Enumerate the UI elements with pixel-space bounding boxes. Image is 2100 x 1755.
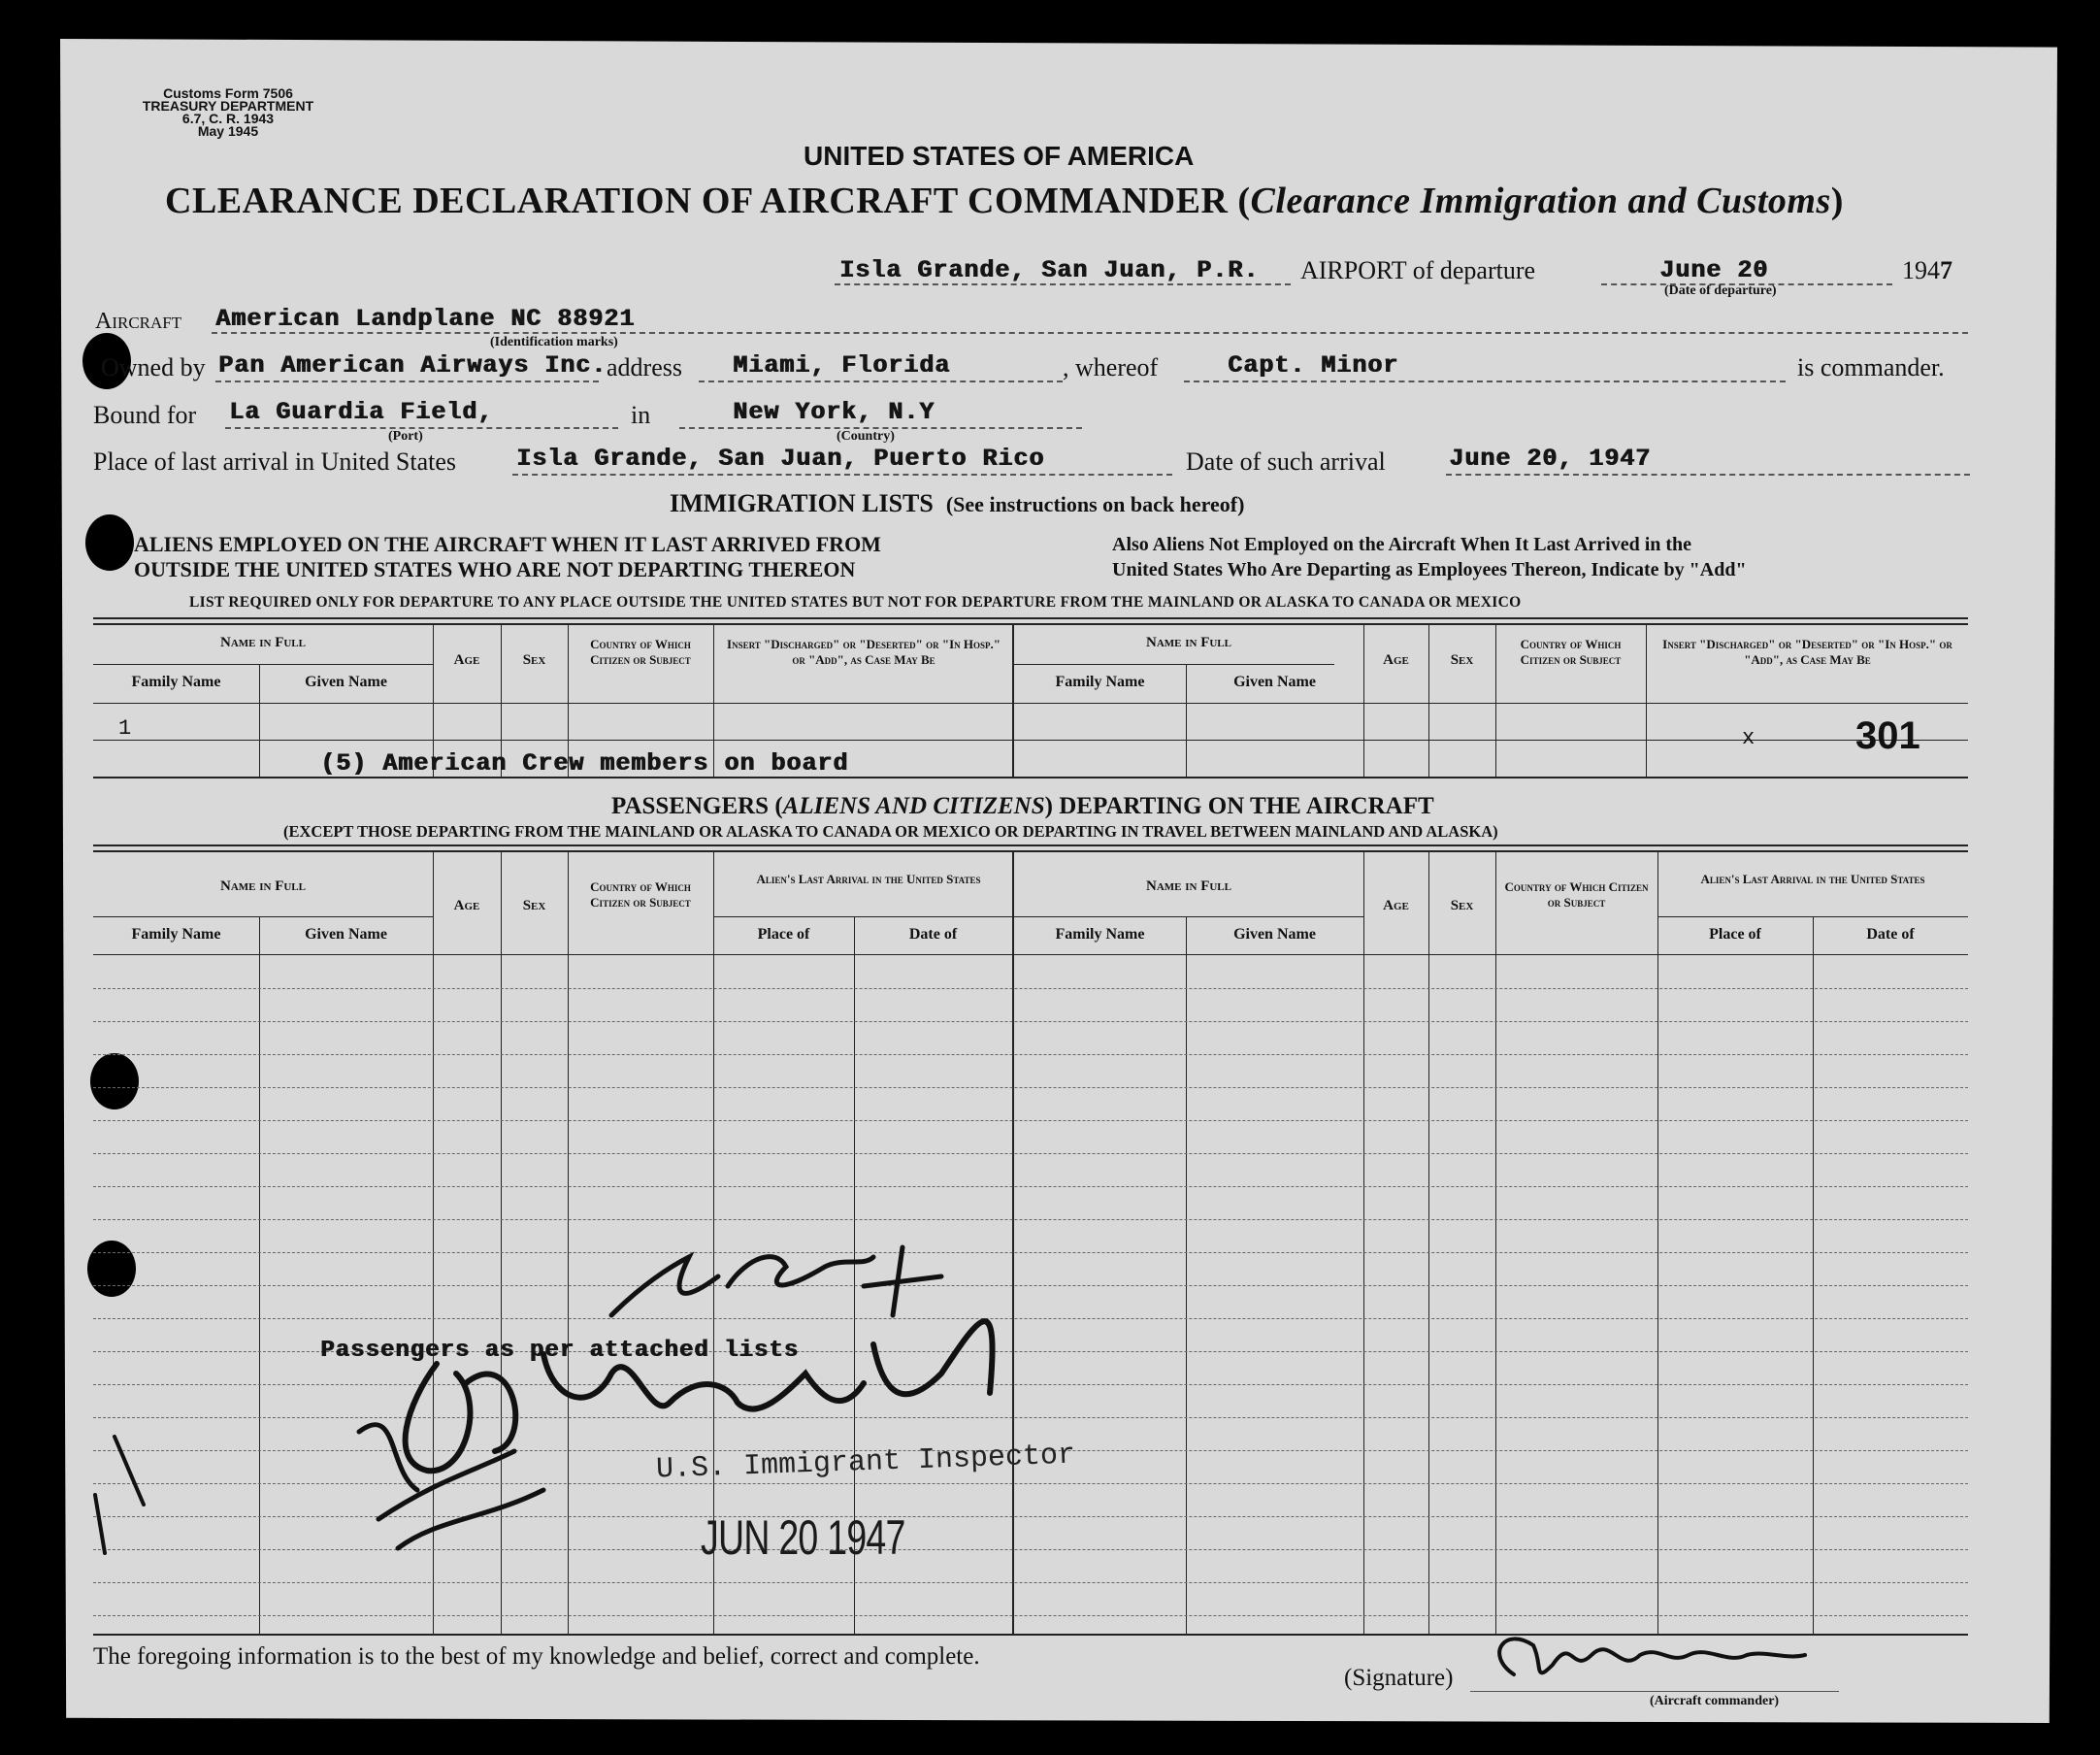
aircraft-label: Aircraft	[95, 309, 182, 334]
form-department: TREASURY DEPARTMENT	[142, 98, 314, 114]
passenger-rule-line	[93, 1054, 1968, 1055]
commander-label: is commander.	[1797, 353, 1945, 381]
form-number: Customs Form 7506	[163, 85, 293, 101]
title-italic: Clearance Immigration and Customs	[1250, 181, 1831, 221]
arrival-date-label: Date of such arrival	[1186, 447, 1386, 476]
signature-label: (Signature)	[1344, 1665, 1454, 1691]
passenger-rule-line	[93, 1582, 1968, 1583]
pass-date-of-right: Date of	[1866, 926, 1915, 943]
commander-value: Capt. Minor	[1228, 351, 1399, 380]
crew-sex-left: Sex	[522, 652, 546, 668]
form-date: May 1945	[197, 123, 259, 139]
passengers-title-italic: ALIENS AND CITIZENS	[782, 793, 1045, 819]
crew-given-name-left: Given Name	[305, 674, 387, 690]
aircraft-value: American Landplane NC 88921	[215, 305, 636, 333]
pass-family-name-right: Family Name	[1055, 926, 1145, 943]
aliens-not-employed-line2: United States Who Are Departing as Employees Thereon, Indicate by "Add"	[1112, 559, 1747, 580]
crew-insert-right: Insert "Discharged" or "Deserted" or "In Hosp." or "Add", as Case May Be	[1662, 637, 1952, 667]
crew-family-name-left: Family Name	[131, 674, 221, 690]
pass-name-header-left: Name in Full	[219, 878, 306, 894]
aliens-employed-line1: ALIENS EMPLOYED ON THE AIRCRAFT WHEN IT LAST ARRIVED FROM	[134, 532, 881, 556]
margin-mark	[76, 1417, 153, 1573]
pass-given-name-right: Given Name	[1233, 926, 1316, 943]
bound-label: Bound for	[93, 401, 197, 429]
crew-given-name-right: Given Name	[1233, 674, 1316, 690]
departure-date-caption: (Date of departure)	[1664, 283, 1777, 298]
whereof-label: , whereof	[1063, 353, 1159, 381]
crew-family-name-right: Family Name	[1055, 674, 1145, 690]
pass-date-of-left: Date of	[908, 926, 958, 943]
inspector-signature	[320, 1228, 1155, 1577]
aliens-employed-heading	[134, 532, 881, 582]
bound-country-value: New York, N.Y	[733, 398, 935, 426]
bound-port-caption: (Port)	[388, 429, 423, 444]
pass-last-arrival-left: Alien's Last Arrival in the United States	[756, 872, 981, 886]
pass-last-arrival-right: Alien's Last Arrival in the United States	[1700, 872, 1925, 886]
owner-label: Owned by	[101, 353, 206, 381]
last-arrival-value: Isla Grande, San Juan, Puerto Rico	[516, 445, 1045, 473]
passenger-rule-line	[93, 1021, 1968, 1022]
pass-age-left: Age	[453, 898, 480, 913]
passenger-rule-line	[93, 1087, 1968, 1088]
address-value: Miami, Florida	[733, 351, 951, 380]
passengers-subtitle: (EXCEPT THOSE DEPARTING FROM THE MAINLAND OR ALASKA TO CANADA OR MEXICO OR DEPARTING IN TRAVEL BETWEEN MAINLAND AND ALASKA)	[283, 822, 1498, 841]
pass-given-name-left: Given Name	[305, 926, 387, 943]
passengers-title-b: ) DEPARTING ON THE AIRCRAFT	[1044, 793, 1434, 819]
aliens-employed-line2: OUTSIDE THE UNITED STATES WHO ARE NOT DEPARTING THEREON	[134, 557, 856, 581]
crew-name-header-right: Name in Full	[1145, 635, 1231, 650]
crew-country-right: Country of Which Citizen or Subject	[1520, 637, 1622, 667]
title-close: )	[1830, 181, 1844, 221]
immigrant-inspector-stamp: U.S. Immigrant Inspector	[655, 1439, 1076, 1487]
arrival-date-value: June 20, 1947	[1449, 445, 1652, 473]
bound-in-label: in	[631, 401, 651, 429]
form-id-block	[97, 87, 359, 138]
crew-number: 301	[1855, 714, 1920, 757]
commander-signature	[1475, 1616, 1844, 1704]
departure-airport-label: AIRPORT of departure	[1300, 256, 1536, 284]
passenger-rule-line	[93, 1120, 1968, 1121]
crew-entry: (5) American Crew members on board	[320, 749, 849, 778]
address-label: address	[607, 353, 682, 381]
form-regulation: 6.7, C. R. 1943	[181, 111, 275, 126]
departure-airport-value: Isla Grande, San Juan, P.R.	[839, 256, 1260, 284]
immigration-title	[670, 489, 1244, 518]
pass-family-name-left: Family Name	[131, 926, 221, 943]
passenger-rule-line	[93, 1219, 1968, 1220]
passengers-title	[611, 793, 1434, 820]
departure-date-value: June 20	[1659, 256, 1769, 284]
year-prefix: 194	[1902, 256, 1940, 284]
punch-hole	[90, 1053, 139, 1109]
crew-insert-left: Insert "Discharged" or "Deserted" or "In Hosp." or "Add", as Case May Be	[727, 637, 1001, 667]
departure-year	[1902, 256, 1952, 285]
footer-statement: The foregoing information is to the best of my knowledge and belief, correct and complete.	[93, 1643, 980, 1670]
bound-port-value: La Guardia Field,	[229, 398, 494, 426]
last-arrival-label: Place of last arrival in United States	[93, 447, 457, 476]
crew-age-right: Age	[1383, 652, 1409, 668]
pass-age-right: Age	[1383, 898, 1409, 913]
punch-hole	[87, 1241, 136, 1297]
passengers-attached-note: Passengers as per attached lists	[320, 1338, 799, 1364]
title-main: CLEARANCE DECLARATION OF AIRCRAFT COMMANDER (	[165, 181, 1251, 221]
passenger-rule-line	[93, 1153, 1968, 1154]
passengers-title-a: PASSENGERS (	[611, 793, 783, 819]
aliens-not-employed-line1: Also Aliens Not Employed on the Aircraft When It Last Arrived in the	[1112, 534, 1692, 555]
bound-country-caption: (Country)	[837, 429, 895, 444]
passenger-rule-line	[93, 1186, 1968, 1187]
pass-sex-left: Sex	[522, 898, 546, 913]
signature-caption: (Aircraft commander)	[1650, 1694, 1780, 1708]
pass-country-right: Country of Which Citizen or Subject	[1504, 879, 1649, 910]
aircraft-caption: (Identification marks)	[490, 335, 618, 349]
crew-sex-right: Sex	[1450, 652, 1474, 668]
page-title	[165, 180, 1844, 222]
pass-name-header-right: Name in Full	[1145, 878, 1231, 894]
immigration-heading: IMMIGRATION LISTS	[670, 489, 934, 517]
list-required-notice: LIST REQUIRED ONLY FOR DEPARTURE TO ANY PLACE OUTSIDE THE UNITED STATES BUT NOT FOR DEPARTURE FROM THE MAINLAND OR ALASKA TO CANADA OR MEXICO	[189, 594, 1522, 611]
pass-sex-right: Sex	[1450, 898, 1474, 913]
pass-country-left: Country of Which Citizen or Subject	[590, 879, 691, 910]
country-heading: UNITED STATES OF AMERICA	[804, 141, 1195, 171]
year-digit: 7	[1940, 256, 1952, 284]
aliens-not-employed-heading	[1112, 532, 1747, 582]
crew-mark: x	[1742, 726, 1755, 750]
passenger-rule-line	[93, 988, 1968, 989]
owner-value: Pan American Airways Inc.	[218, 351, 607, 380]
immigration-note: (See instructions on back hereof)	[945, 492, 1245, 516]
pass-place-of-right: Place of	[1709, 926, 1761, 943]
date-stamp: JUN 20 1947	[701, 1510, 905, 1565]
crew-name-header-left: Name in Full	[219, 635, 306, 650]
pass-place-of-left: Place of	[757, 926, 810, 943]
crew-row-mark: 1	[118, 716, 132, 741]
punch-hole	[85, 514, 134, 571]
crew-country-left: Country of Which Citizen or Subject	[590, 637, 691, 667]
crew-age-left: Age	[453, 652, 480, 668]
